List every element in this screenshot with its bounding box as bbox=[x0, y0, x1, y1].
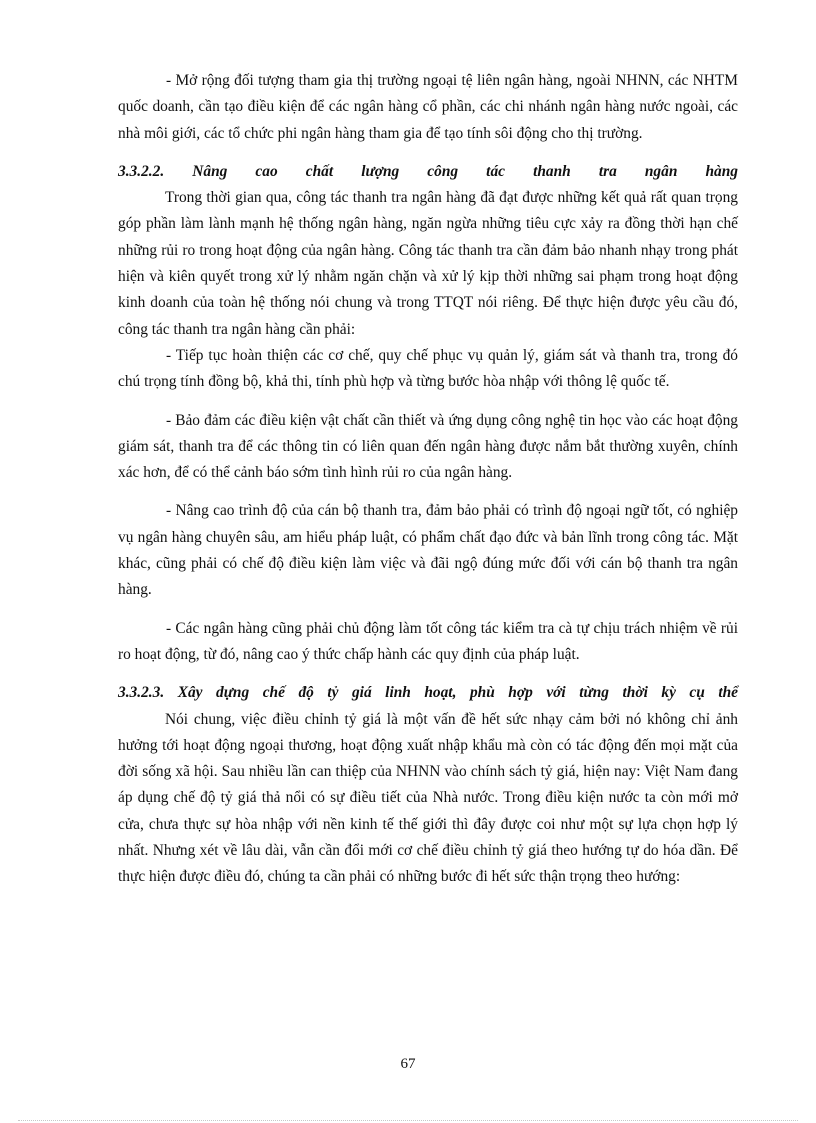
section-heading-3-3-2-2: 3.3.2.2. Nâng cao chất lượng công tác thanh tra ngân hàng bbox=[118, 162, 738, 180]
bullet-regulations: - Tiếp tục hoàn thiện các cơ chế, quy chế phục vụ quản lý, giám sát và thanh tra, trong đó chú trọng tính đồng bộ, khả thi, tính phù hợp và từng bước hòa nhập với thông lệ quốc tế. bbox=[118, 346, 738, 391]
bullet-self-inspection: - Các ngân hàng cũng phải chủ động làm tốt công tác kiểm tra cà tự chịu trách nhiệm về rủi ro hoạt động, từ đó, nâng cao ý thức chấp hành các quy định của pháp luật. bbox=[118, 619, 738, 663]
page-bottom-border bbox=[18, 1120, 798, 1121]
page-number: 67 bbox=[400, 1056, 416, 1072]
paragraph-inspection-intro: Trong thời gian qua, công tác thanh tra ngân hàng đã đạt được những kết quả rất quan trọng góp phần làm lành mạnh hệ thống ngân hàng, ngăn ngừa những tiêu cực xảy ra đồng thời hạn chế những rủi ro trong hoạt động của ngân hàng. Công tác thanh tra cần đảm bảo nhanh nhạy trong phát hiện và kiên quyết trong xử lý nhằm ngăn chặn và xử lý kịp thời những sai phạm trong hoạt động kinh doanh của toàn hệ thống nói chung và trong TTQT nói riêng. Để thực hiện được yêu cầu đó, công tác thanh tra ngân hàng cần phải: bbox=[118, 189, 738, 338]
bullet-staff-qualification: - Nâng cao trình độ của cán bộ thanh tra, đảm bảo phải có trình độ ngoại ngữ tốt, có nghiệp vụ ngân hàng chuyên sâu, am hiểu pháp luật, có phẩm chất đạo đức và bản lĩnh trong công tác. Mặt khác, cũng phải có chế độ điều kiện làm việc và đãi ngộ đúng mức đối với cán bộ thanh tra ngân hàng. bbox=[118, 502, 738, 599]
section-heading-3-3-2-3: 3.3.2.3. Xây dựng chế độ tỷ giá linh hoạt, phù hợp với từng thời kỳ cụ thể bbox=[118, 684, 738, 702]
document-body bbox=[118, 68, 738, 891]
paragraph-exchange-rate: Nói chung, việc điều chỉnh tỷ giá là một vấn đề hết sức nhạy cảm bởi nó không chỉ ảnh hưởng tới hoạt động ngoại thương, hoạt động xuất nhập khẩu mà còn có tác động đến mọi mặt của đời sống xã hội. Sau nhiều lần can thiệp của NHNN vào chính sách tỷ giá, hiện nay: Việt Nam đang áp dụng chế độ tỷ giá thả nổi có sự điều tiết của Nhà nước. Trong điều kiện nước ta còn mới mở cửa, chưa thực sự hòa nhập với nền kinh tế thế giới thì đây được coi như một sự lựa chọn hợp lý nhất. Nhưng xét về lâu dài, vẫn cần đổi mới cơ chế điều chỉnh tỷ giá theo hướng tự do hóa dần. Để thực hiện được điều đó, chúng ta cần phải có những bước đi hết sức thận trọng theo hướng: bbox=[118, 710, 738, 886]
bullet-market-participants: - Mở rộng đối tượng tham gia thị trường ngoại tệ liên ngân hàng, ngoài NHNN, các NHTM quốc doanh, cần tạo điều kiện để các ngân hàng cổ phần, các chi nhánh ngân hàng nước ngoài, các nhà môi giới, các tổ chức phi ngân hàng tham gia để tạo tính sôi động cho thị trường. bbox=[118, 72, 738, 142]
bullet-infrastructure: - Bảo đảm các điều kiện vật chất cần thiết và ứng dụng công nghệ tin học vào các hoạt động giám sát, thanh tra để các thông tin có liên quan đến ngân hàng được nắm bắt thường xuyên, chính xác hơn, để có thể cảnh báo sớm tình hình rủi ro của ngân hàng. bbox=[118, 411, 738, 482]
